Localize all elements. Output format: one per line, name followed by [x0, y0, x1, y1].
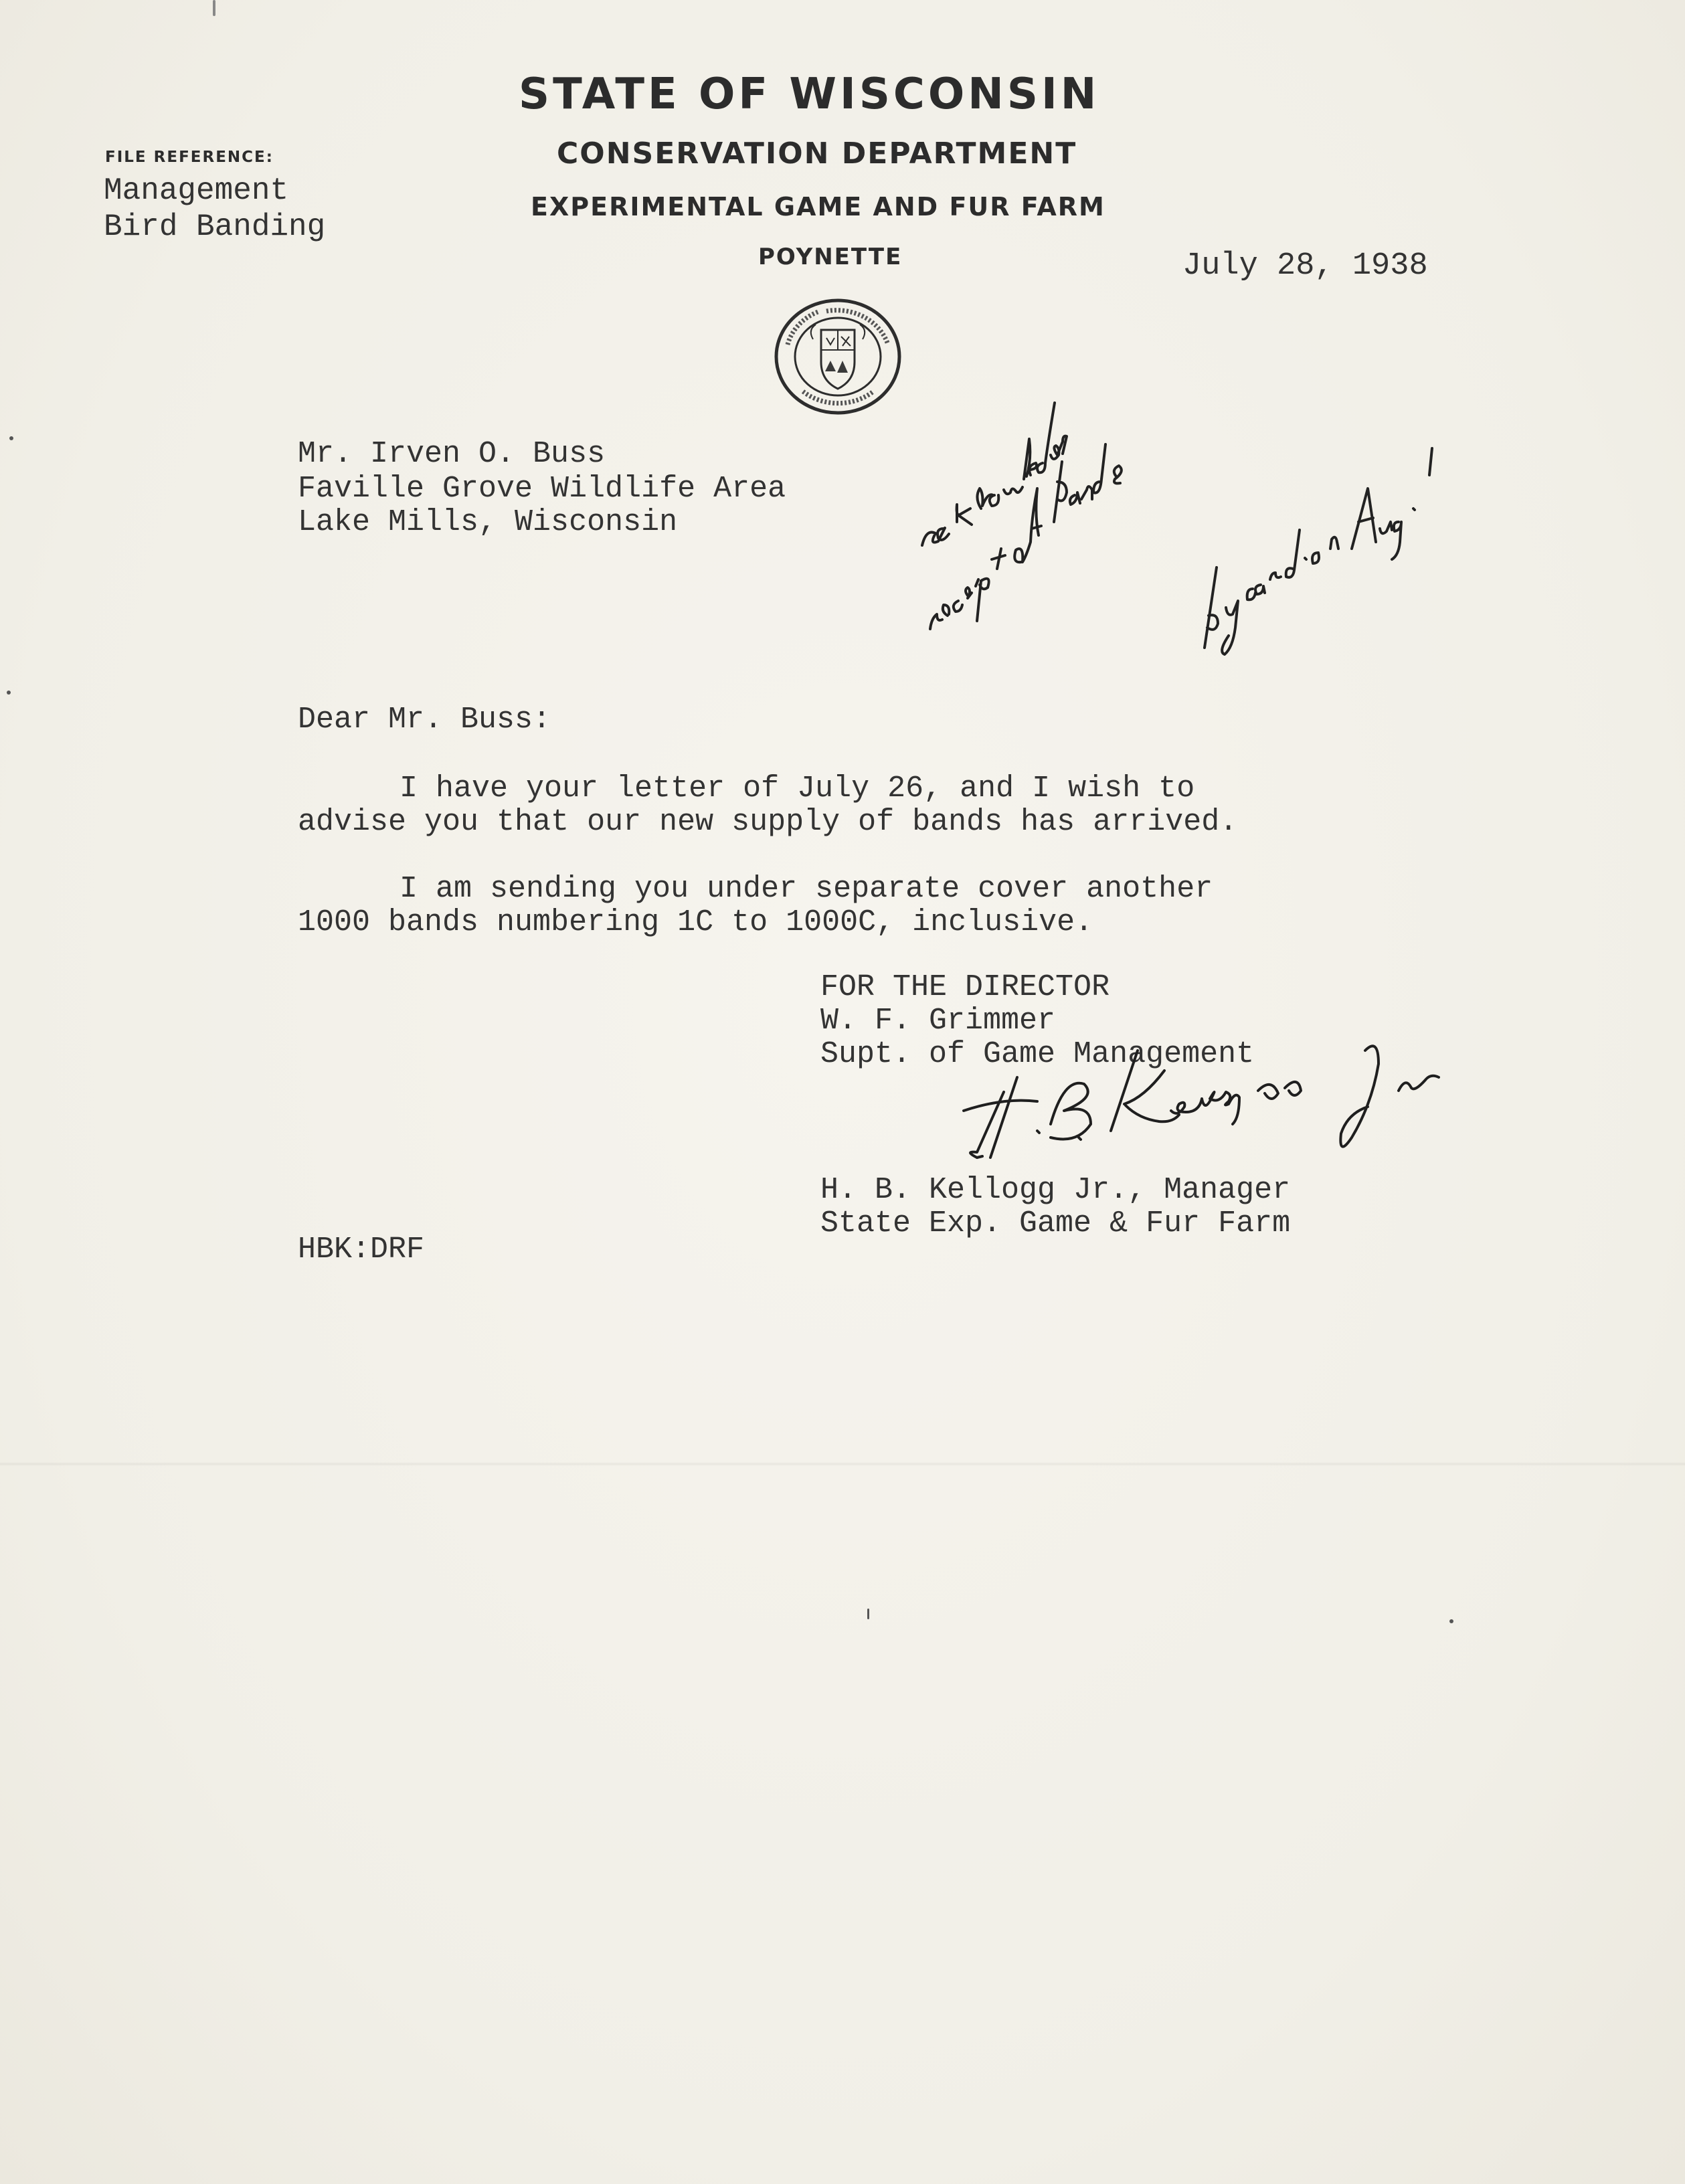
- recipient-line: Faville Grove Wildlife Area: [298, 472, 786, 506]
- letterhead-department: CONSERVATION DEPARTMENT: [557, 136, 1077, 171]
- body-paragraph-1-line: advise you that our new supply of bands has arrived.: [298, 805, 1238, 839]
- file-reference-line: Bird Banding: [104, 209, 326, 244]
- conservation-seal-icon: [773, 298, 903, 415]
- closing-line: W. F. Grimmer: [820, 1004, 1056, 1038]
- body-paragraph-2-line: I am sending you under separate cover another: [400, 872, 1213, 906]
- paper-fleck: [1449, 1619, 1453, 1623]
- closing-line: FOR THE DIRECTOR: [820, 970, 1110, 1004]
- recipient-line: Lake Mills, Wisconsin: [298, 505, 678, 539]
- signer-line: H. B. Kellogg Jr., Manager: [820, 1173, 1291, 1207]
- paper-fleck: [867, 1609, 869, 1619]
- paper-fold: [0, 1462, 1685, 1466]
- paper-fleck: [213, 0, 215, 16]
- letter-date: July 28, 1938: [1182, 248, 1428, 284]
- letterhead-state: STATE OF WISCONSIN: [519, 70, 1100, 119]
- paper-fleck: [9, 436, 13, 440]
- body-paragraph-2-line: 1000 bands numbering 1C to 1000C, inclusive.: [298, 905, 1093, 939]
- body-paragraph-1-line: I have your letter of July 26, and I wish to: [400, 771, 1195, 806]
- letterhead-city: POYNETTE: [758, 244, 903, 270]
- letterhead-facility: EXPERIMENTAL GAME AND FUR FARM: [531, 192, 1105, 221]
- file-reference-line: Management: [104, 173, 289, 208]
- recipient-line: Mr. Irven O. Buss: [298, 437, 606, 471]
- handwritten-signature: [937, 1030, 1445, 1184]
- salutation: Dear Mr. Buss:: [298, 703, 551, 737]
- file-reference-label: FILE REFERENCE:: [105, 149, 274, 166]
- paper-fleck: [7, 691, 11, 695]
- signer-line: State Exp. Game & Fur Farm: [820, 1206, 1291, 1241]
- handwritten-annotation: [917, 281, 1452, 656]
- typist-initials: HBK:DRF: [298, 1233, 425, 1267]
- closing-line: Supt. of Game Management: [820, 1037, 1255, 1071]
